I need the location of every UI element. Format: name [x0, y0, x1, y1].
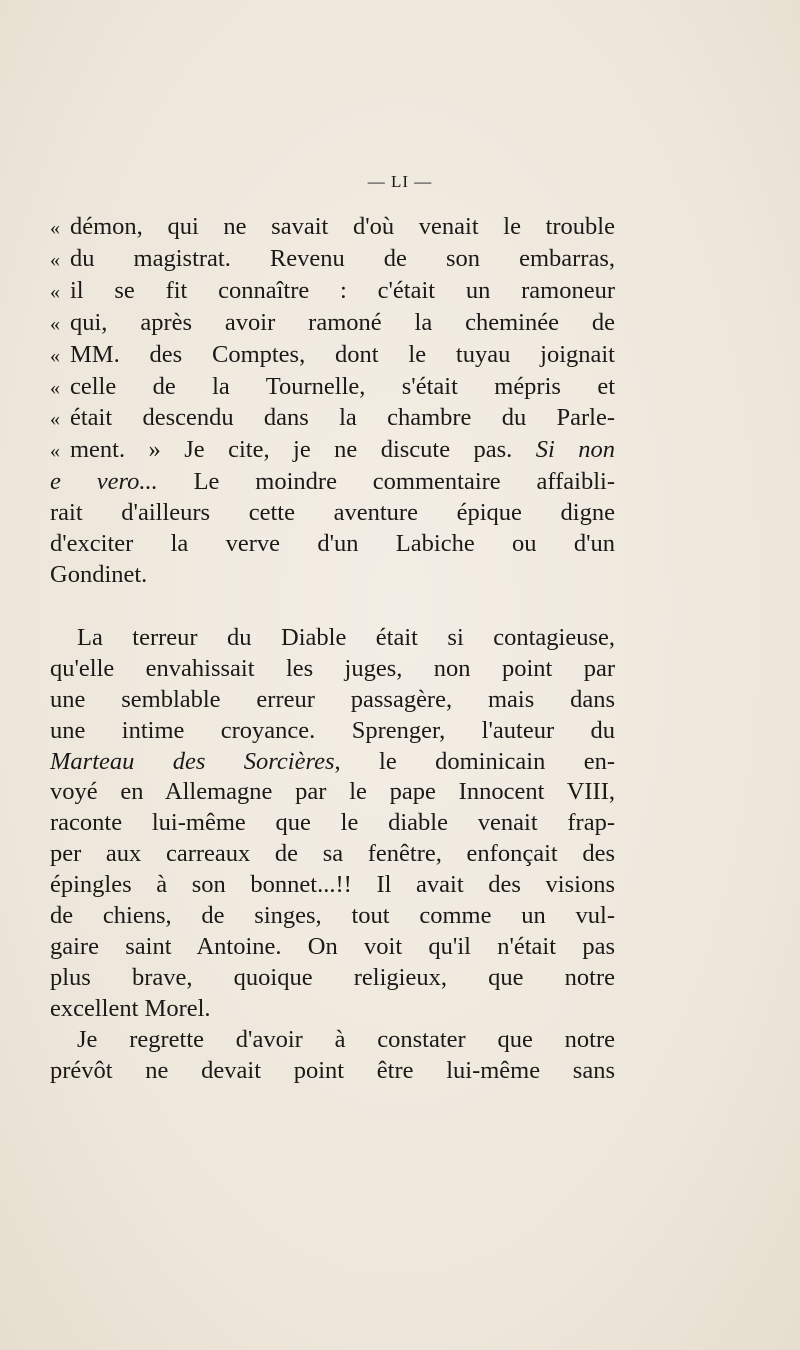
text-line: « MM. des Comptes, dont le tuyau joignait [50, 340, 615, 372]
text-line: d'exciter la verve d'un Labiche ou d'un [50, 530, 615, 558]
text-line: qu'elle envahissait les juges, non point par [50, 654, 615, 682]
text-line: épingles à son bonnet...!! Il avait des visions [50, 871, 615, 899]
quote-mark: « [50, 248, 60, 271]
text-line: une intime croyance. Sprenger, l'auteur du [50, 716, 615, 744]
text-line: « ment. » Je cite, je ne discute pas. Si non [50, 435, 615, 467]
text-line: per aux carreaux de sa fenêtre, enfonçait des [50, 840, 615, 868]
text-line: « celle de la Tournelle, s'était mépris et [50, 372, 615, 404]
italic-title: Marteau des Sorcières [50, 747, 335, 775]
text-line: de chiens, de singes, tout comme un vul- [50, 902, 615, 930]
text-line: voyé en Allemagne par le pape Innocent VIII, [50, 778, 615, 806]
text-line: une semblable erreur passagère, mais dans [50, 685, 615, 713]
quote-mark: « [50, 344, 60, 367]
text-line: Je regrette d'avoir à constater que notre [77, 1025, 615, 1053]
quote-mark: « [50, 217, 60, 239]
quote-mark: « [50, 280, 60, 303]
italic-phrase: Si non [535, 436, 615, 464]
text-line: gaire saint Antoine. On voit qu'il n'était pas [50, 932, 615, 960]
text-line: plus brave, quoique religieux, que notre [50, 963, 615, 991]
text-line: « qui, après avoir ramoné la cheminée de [50, 308, 615, 340]
text-line: prévôt ne devait point être lui-même sans [50, 1056, 615, 1084]
text-line: « était descendu dans la chambre du Parle- [50, 403, 615, 435]
text-line: raconte lui-même que le diable venait frap- [50, 809, 615, 837]
quote-mark: « [50, 440, 60, 463]
text-line: La terreur du Diable était si contagieuse, [77, 623, 615, 651]
text-line: « du magistrat. Revenu de son embarras, [50, 244, 615, 276]
body-text [50, 212, 615, 1086]
text-line: « il se fit connaître : c'était un ramoneur [50, 276, 615, 308]
text-line: e vero... Le moindre commentaire affaibli- [50, 468, 615, 496]
quote-mark: « [50, 408, 60, 431]
page-number: — LI — [367, 172, 433, 191]
text-line: Gondinet. [50, 560, 148, 588]
text-line: « démon, qui ne savait d'où venait le trouble [50, 212, 615, 244]
italic-phrase: e vero... [50, 468, 158, 496]
text-line: Marteau des Sorcières, le dominicain en- [50, 747, 615, 775]
quote-mark: « [50, 312, 60, 335]
quote-mark: « [50, 376, 60, 399]
text-line: excellent Morel. [50, 994, 211, 1022]
text-line: rait d'ailleurs cette aventure épique digne [50, 499, 615, 527]
